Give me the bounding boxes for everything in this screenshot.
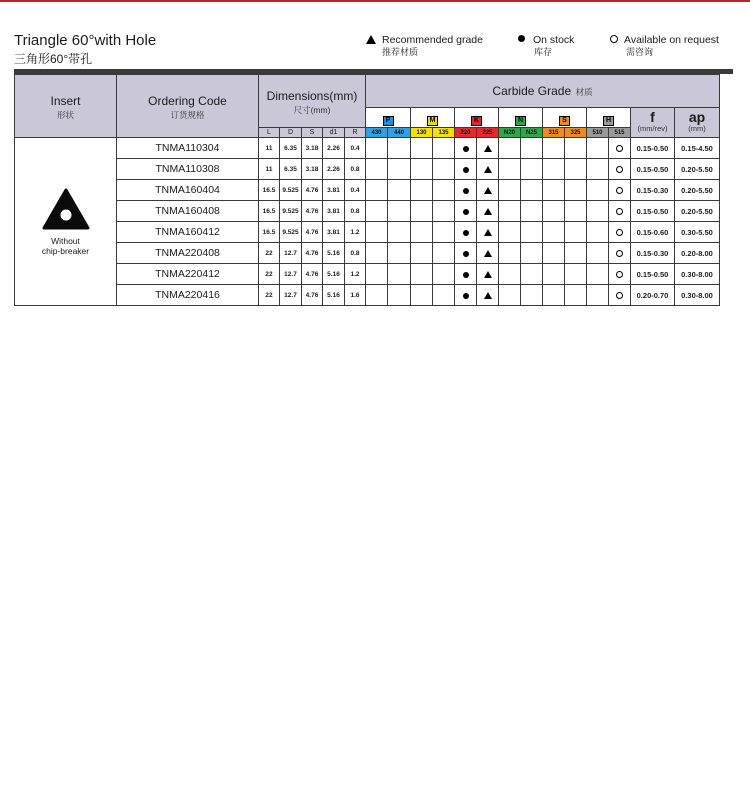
grade-325: 325 bbox=[565, 128, 587, 138]
feed-value: 0.20-0.70 bbox=[631, 285, 675, 306]
grade-cell-430 bbox=[366, 159, 388, 180]
feed-value: 0.15-0.60 bbox=[631, 222, 675, 243]
dim-column-r: R bbox=[345, 128, 366, 138]
grade-cell-325 bbox=[565, 180, 587, 201]
iso-letter: M bbox=[427, 116, 438, 126]
grade-cell-510 bbox=[587, 264, 609, 285]
feed-value: 0.15-0.50 bbox=[631, 138, 675, 159]
dim-value-l: 16.5 bbox=[259, 222, 280, 243]
grade-cell-n25 bbox=[521, 180, 543, 201]
dim-value-l: 22 bbox=[259, 264, 280, 285]
dim-value-d1: 5.16 bbox=[323, 285, 345, 306]
triangle-icon bbox=[484, 250, 492, 257]
grade-cell-510 bbox=[587, 222, 609, 243]
dim-value-l: 16.5 bbox=[259, 201, 280, 222]
grade-n20: N20 bbox=[499, 128, 521, 138]
dim-value-r: 0.8 bbox=[345, 159, 366, 180]
dim-column-l: L bbox=[259, 128, 280, 138]
dim-value-d1: 3.81 bbox=[323, 180, 345, 201]
depth-value: 0.15-4.50 bbox=[675, 138, 720, 159]
dim-value-d: 12.7 bbox=[280, 285, 302, 306]
depth-value: 0.20-5.50 bbox=[675, 159, 720, 180]
dim-value-l: 11 bbox=[259, 138, 280, 159]
grade-cell-315 bbox=[543, 180, 565, 201]
triangle-icon bbox=[366, 35, 376, 44]
grade-cell-430 bbox=[366, 285, 388, 306]
iso-letter: S bbox=[559, 116, 570, 126]
iso-group-p bbox=[366, 108, 411, 128]
grade-cell-225 bbox=[477, 180, 499, 201]
grade-cell-220 bbox=[455, 159, 477, 180]
dim-value-d1: 2.26 bbox=[323, 159, 345, 180]
dim-value-d1: 3.81 bbox=[323, 222, 345, 243]
grade-cell-325 bbox=[565, 222, 587, 243]
dim-value-s: 3.18 bbox=[302, 159, 323, 180]
grade-cell-325 bbox=[565, 159, 587, 180]
insert-label-line1: Without bbox=[51, 235, 80, 246]
dim-value-d: 12.7 bbox=[280, 264, 302, 285]
grade-cell-510 bbox=[587, 201, 609, 222]
grade-cell-515 bbox=[609, 264, 631, 285]
table-row bbox=[15, 243, 720, 264]
grade-cell-225 bbox=[477, 201, 499, 222]
depth-value: 0.20-5.50 bbox=[675, 201, 720, 222]
table-row bbox=[15, 180, 720, 201]
table-row bbox=[15, 159, 720, 180]
ring-icon bbox=[616, 208, 623, 215]
iso-group-m bbox=[411, 108, 455, 128]
grade-cell-440 bbox=[388, 285, 411, 306]
dim-value-r: 0.8 bbox=[345, 243, 366, 264]
table-row bbox=[15, 264, 720, 285]
ring-icon bbox=[616, 166, 623, 173]
product-table bbox=[14, 74, 720, 306]
insert-header: Insert 形状 bbox=[15, 75, 117, 138]
dot-icon bbox=[463, 167, 469, 173]
dim-value-s: 4.76 bbox=[302, 222, 323, 243]
iso-group-s bbox=[543, 108, 587, 128]
grade-cell-315 bbox=[543, 222, 565, 243]
ring-icon bbox=[616, 187, 623, 194]
triangle-icon bbox=[484, 229, 492, 236]
iso-letter: P bbox=[383, 116, 394, 126]
grade-cell-325 bbox=[565, 264, 587, 285]
dim-value-d1: 3.81 bbox=[323, 201, 345, 222]
dim-value-d1: 2.26 bbox=[323, 138, 345, 159]
dim-value-d: 9.525 bbox=[280, 222, 302, 243]
ordering-code: TNMA220412 bbox=[117, 264, 259, 285]
grade-cell-515 bbox=[609, 243, 631, 264]
grade-cell-510 bbox=[587, 159, 609, 180]
dot-icon bbox=[463, 272, 469, 278]
top-accent-line bbox=[0, 0, 750, 2]
dim-value-r: 0.4 bbox=[345, 138, 366, 159]
grade-cell-225 bbox=[477, 138, 499, 159]
iso-letter: K bbox=[471, 116, 482, 126]
grade-cell-220 bbox=[455, 264, 477, 285]
grade-cell-430 bbox=[366, 138, 388, 159]
dim-column-d1: d1 bbox=[323, 128, 345, 138]
grade-510: 510 bbox=[587, 128, 609, 138]
grade-cell-130 bbox=[411, 243, 433, 264]
iso-letter: H bbox=[603, 116, 614, 126]
grade-cell-315 bbox=[543, 201, 565, 222]
grade-cell-135 bbox=[433, 285, 455, 306]
grade-cell-130 bbox=[411, 138, 433, 159]
grade-cell-315 bbox=[543, 243, 565, 264]
table-row bbox=[15, 285, 720, 306]
page-subtitle: 三角形60°带孔 bbox=[14, 52, 93, 66]
grade-cell-135 bbox=[433, 243, 455, 264]
grade-315: 315 bbox=[543, 128, 565, 138]
grade-cell-135 bbox=[433, 201, 455, 222]
feed-value: 0.15-0.50 bbox=[631, 159, 675, 180]
grade-cell-n25 bbox=[521, 201, 543, 222]
ring-icon bbox=[616, 271, 623, 278]
grade-cell-510 bbox=[587, 180, 609, 201]
ordering-code: TNMA160404 bbox=[117, 180, 259, 201]
triangle-icon bbox=[484, 271, 492, 278]
grade-cell-225 bbox=[477, 264, 499, 285]
depth-value: 0.20-8.00 bbox=[675, 243, 720, 264]
ordering-code: TNMA110304 bbox=[117, 138, 259, 159]
table-row bbox=[15, 222, 720, 243]
grade-cell-n20 bbox=[499, 138, 521, 159]
iso-group-n bbox=[499, 108, 543, 128]
dim-value-r: 1.2 bbox=[345, 264, 366, 285]
feed-value: 0.15-0.50 bbox=[631, 264, 675, 285]
grade-cell-315 bbox=[543, 159, 565, 180]
grade-cell-430 bbox=[366, 201, 388, 222]
dim-value-s: 4.76 bbox=[302, 201, 323, 222]
triangle-insert-icon bbox=[42, 188, 90, 230]
dim-value-l: 22 bbox=[259, 285, 280, 306]
grade-cell-510 bbox=[587, 138, 609, 159]
dim-value-r: 1.6 bbox=[345, 285, 366, 306]
grade-cell-n25 bbox=[521, 159, 543, 180]
grade-220: 220 bbox=[455, 128, 477, 138]
grade-cell-510 bbox=[587, 243, 609, 264]
grade-cell-135 bbox=[433, 159, 455, 180]
grade-cell-n20 bbox=[499, 201, 521, 222]
grade-cell-130 bbox=[411, 201, 433, 222]
iso-group-h bbox=[587, 108, 631, 128]
legend-recommended: Recommended grade 推荐材质 bbox=[366, 34, 483, 58]
grade-430: 430 bbox=[366, 128, 388, 138]
grade-cell-n20 bbox=[499, 264, 521, 285]
dim-value-d: 6.35 bbox=[280, 159, 302, 180]
dim-value-l: 16.5 bbox=[259, 180, 280, 201]
dim-value-r: 0.8 bbox=[345, 201, 366, 222]
grade-cell-225 bbox=[477, 159, 499, 180]
grade-cell-n20 bbox=[499, 243, 521, 264]
grade-cell-515 bbox=[609, 138, 631, 159]
iso-group-k bbox=[455, 108, 499, 128]
grade-cell-n25 bbox=[521, 138, 543, 159]
grade-515: 515 bbox=[609, 128, 631, 138]
dim-value-d1: 5.16 bbox=[323, 243, 345, 264]
grade-cell-440 bbox=[388, 138, 411, 159]
feed-value: 0.15-0.50 bbox=[631, 201, 675, 222]
dim-value-s: 4.76 bbox=[302, 180, 323, 201]
grade-cell-430 bbox=[366, 243, 388, 264]
table-row bbox=[15, 201, 720, 222]
dim-value-r: 0.4 bbox=[345, 180, 366, 201]
grade-cell-440 bbox=[388, 222, 411, 243]
legend-on-request: Available on request 需咨询 bbox=[610, 34, 719, 58]
triangle-icon bbox=[484, 166, 492, 173]
grade-cell-325 bbox=[565, 285, 587, 306]
grade-cell-440 bbox=[388, 201, 411, 222]
grade-cell-130 bbox=[411, 264, 433, 285]
grade-cell-430 bbox=[366, 222, 388, 243]
grade-cell-220 bbox=[455, 285, 477, 306]
grade-cell-130 bbox=[411, 159, 433, 180]
insert-cell bbox=[15, 138, 117, 306]
grade-225: 225 bbox=[477, 128, 499, 138]
grade-cell-220 bbox=[455, 201, 477, 222]
dot-icon bbox=[463, 188, 469, 194]
page-title: Triangle 60°with Hole bbox=[14, 32, 157, 49]
dim-value-d: 6.35 bbox=[280, 138, 302, 159]
grade-130: 130 bbox=[411, 128, 433, 138]
triangle-icon bbox=[484, 292, 492, 299]
dot-icon bbox=[463, 230, 469, 236]
grade-cell-n25 bbox=[521, 243, 543, 264]
grade-cell-n20 bbox=[499, 222, 521, 243]
dot-icon bbox=[518, 35, 525, 42]
depth-value: 0.20-5.50 bbox=[675, 180, 720, 201]
grade-cell-440 bbox=[388, 264, 411, 285]
grade-cell-135 bbox=[433, 180, 455, 201]
dim-value-l: 22 bbox=[259, 243, 280, 264]
grade-cell-315 bbox=[543, 264, 565, 285]
grade-cell-220 bbox=[455, 180, 477, 201]
depth-value: 0.30-8.00 bbox=[675, 285, 720, 306]
grade-cell-135 bbox=[433, 138, 455, 159]
ring-icon bbox=[616, 229, 623, 236]
dot-icon bbox=[463, 209, 469, 215]
grade-cell-n20 bbox=[499, 285, 521, 306]
dim-value-d: 12.7 bbox=[280, 243, 302, 264]
grade-cell-225 bbox=[477, 243, 499, 264]
dim-value-s: 4.76 bbox=[302, 243, 323, 264]
insert-label-line2: chip-breaker bbox=[41, 245, 90, 256]
dim-column-d: D bbox=[280, 128, 302, 138]
grade-cell-n20 bbox=[499, 180, 521, 201]
ordering-code-header: Ordering Code 订货规格 bbox=[117, 75, 259, 138]
grade-cell-n25 bbox=[521, 264, 543, 285]
grade-cell-440 bbox=[388, 180, 411, 201]
ordering-code: TNMA160408 bbox=[117, 201, 259, 222]
grade-cell-325 bbox=[565, 138, 587, 159]
feed-value: 0.15-0.30 bbox=[631, 180, 675, 201]
dim-value-d1: 5.16 bbox=[323, 264, 345, 285]
grade-cell-220 bbox=[455, 222, 477, 243]
ring-icon bbox=[610, 35, 618, 43]
dim-value-l: 11 bbox=[259, 159, 280, 180]
ring-icon bbox=[616, 250, 623, 257]
grade-cell-325 bbox=[565, 201, 587, 222]
grade-cell-n25 bbox=[521, 285, 543, 306]
dim-value-d: 9.525 bbox=[280, 201, 302, 222]
dim-value-s: 4.76 bbox=[302, 285, 323, 306]
ring-icon bbox=[616, 292, 623, 299]
grade-cell-515 bbox=[609, 159, 631, 180]
grade-cell-130 bbox=[411, 285, 433, 306]
dot-icon bbox=[463, 293, 469, 299]
depth-of-cut-header: ap (mm) bbox=[675, 108, 720, 138]
grade-cell-315 bbox=[543, 285, 565, 306]
grade-cell-130 bbox=[411, 180, 433, 201]
grade-cell-515 bbox=[609, 201, 631, 222]
grade-n25: N25 bbox=[521, 128, 543, 138]
grade-440: 440 bbox=[388, 128, 411, 138]
feed-header: f (mm/rev) bbox=[631, 108, 675, 138]
grade-cell-515 bbox=[609, 180, 631, 201]
ring-icon bbox=[616, 145, 623, 152]
triangle-icon bbox=[484, 187, 492, 194]
grade-cell-n20 bbox=[499, 159, 521, 180]
grade-cell-225 bbox=[477, 222, 499, 243]
ordering-code: TNMA220408 bbox=[117, 243, 259, 264]
dimensions-header: Dimensions(mm) 尺寸(mm) bbox=[259, 75, 366, 128]
depth-value: 0.30-5.50 bbox=[675, 222, 720, 243]
legend-on-stock: On stock 库存 bbox=[518, 34, 574, 58]
ordering-code: TNMA220416 bbox=[117, 285, 259, 306]
dim-value-s: 4.76 bbox=[302, 264, 323, 285]
grade-cell-135 bbox=[433, 222, 455, 243]
grade-cell-325 bbox=[565, 243, 587, 264]
grade-cell-n25 bbox=[521, 222, 543, 243]
dim-value-s: 3.18 bbox=[302, 138, 323, 159]
grade-cell-220 bbox=[455, 138, 477, 159]
grade-cell-430 bbox=[366, 264, 388, 285]
ordering-code: TNMA160412 bbox=[117, 222, 259, 243]
grade-cell-430 bbox=[366, 180, 388, 201]
grade-cell-515 bbox=[609, 222, 631, 243]
dot-icon bbox=[463, 251, 469, 257]
dot-icon bbox=[463, 146, 469, 152]
grade-cell-220 bbox=[455, 243, 477, 264]
ordering-code: TNMA110308 bbox=[117, 159, 259, 180]
depth-value: 0.30-8.00 bbox=[675, 264, 720, 285]
triangle-icon bbox=[484, 208, 492, 215]
grade-cell-225 bbox=[477, 285, 499, 306]
iso-letter: N bbox=[515, 116, 526, 126]
grade-cell-440 bbox=[388, 159, 411, 180]
dim-value-d: 9.525 bbox=[280, 180, 302, 201]
grade-cell-510 bbox=[587, 285, 609, 306]
grade-cell-135 bbox=[433, 264, 455, 285]
grade-135: 135 bbox=[433, 128, 455, 138]
table-row bbox=[15, 138, 720, 159]
grade-cell-440 bbox=[388, 243, 411, 264]
grade-cell-315 bbox=[543, 138, 565, 159]
dim-value-r: 1.2 bbox=[345, 222, 366, 243]
triangle-icon bbox=[484, 145, 492, 152]
grade-cell-515 bbox=[609, 285, 631, 306]
grade-cell-130 bbox=[411, 222, 433, 243]
feed-value: 0.15-0.30 bbox=[631, 243, 675, 264]
carbide-grade-header: Carbide Grade 材质 bbox=[366, 75, 720, 108]
dim-column-s: S bbox=[302, 128, 323, 138]
